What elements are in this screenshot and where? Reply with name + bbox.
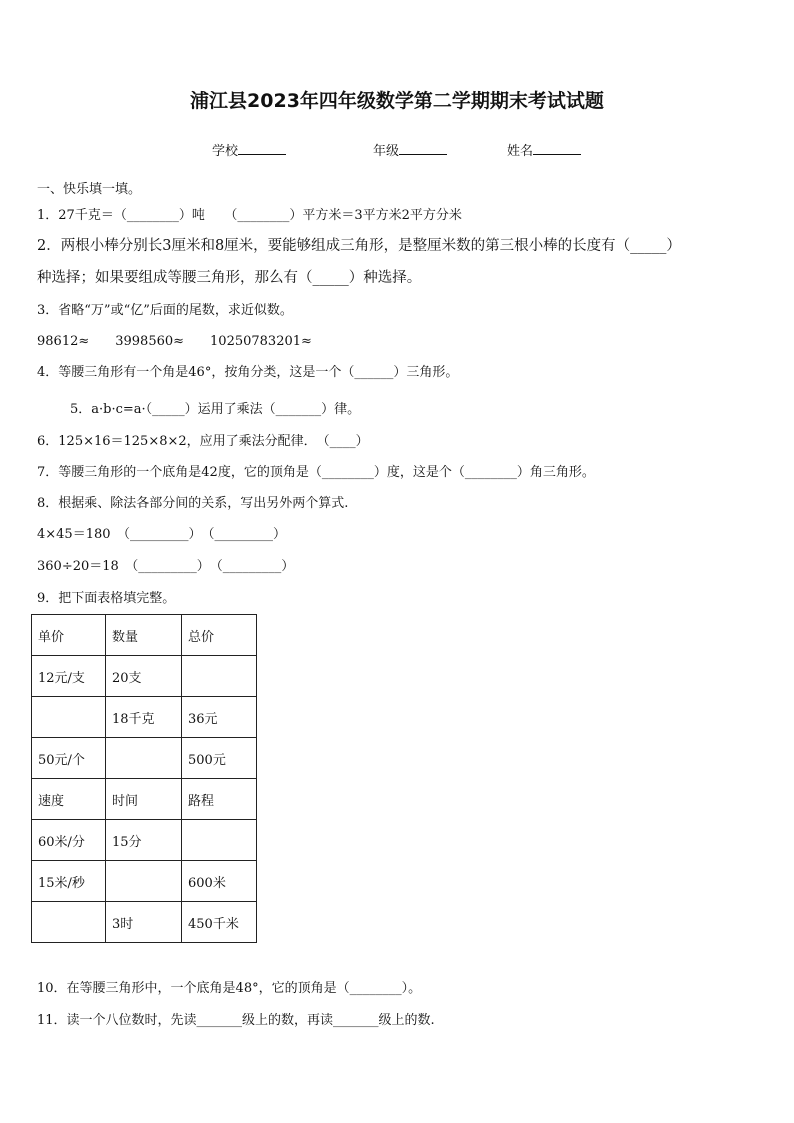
table-row	[32, 820, 257, 861]
table-cell-blank[interactable]	[182, 656, 257, 697]
question-4: 4．等腰三角形有一个角是46°，按角分类，这是一个（______）三角形。	[37, 365, 459, 380]
fill-in-table	[31, 614, 257, 943]
school-field	[212, 140, 286, 159]
table-cell: 15分	[106, 820, 182, 861]
table-cell: 50元/个	[32, 738, 106, 779]
table-cell-blank[interactable]	[32, 902, 106, 943]
grade-label: 年级	[373, 144, 400, 159]
question-6: 6．125×16＝125×8×2，应用了乘法分配律． （____）	[37, 434, 369, 449]
table-cell-blank[interactable]	[106, 861, 182, 902]
table-cell-blank[interactable]	[106, 738, 182, 779]
question-7: 7．等腰三角形的一个底角是42度，它的顶角是（________）度，这是个（________）角三角形。	[37, 465, 595, 480]
table-cell: 12元/支	[32, 656, 106, 697]
table-cell: 速度	[32, 779, 106, 820]
table-row	[32, 738, 257, 779]
school-blank	[238, 142, 286, 155]
question-11: 11．读一个八位数时，先读_______级上的数，再读_______级上的数.	[37, 1013, 435, 1028]
name-field	[507, 140, 581, 159]
table-cell-blank[interactable]	[182, 820, 257, 861]
table-cell-blank[interactable]	[32, 697, 106, 738]
table-cell: 60米/分	[32, 820, 106, 861]
question-8-line-2: 360÷20＝18 （_________） （_________）	[37, 559, 295, 574]
table-cell: 数量	[106, 615, 182, 656]
table-cell: 总价	[182, 615, 257, 656]
question-10: 10．在等腰三角形中，一个底角是48°，它的顶角是（________）。	[37, 981, 422, 996]
table-cell: 路程	[182, 779, 257, 820]
grade-blank	[399, 142, 447, 155]
table-row	[32, 656, 257, 697]
table-cell: 450千米	[182, 902, 257, 943]
section-heading: 一、快乐填一填。	[37, 182, 142, 197]
question-3-items: 98612≈ 3998560≈ 10250783201≈	[37, 334, 312, 349]
table-cell: 600米	[182, 861, 257, 902]
school-label: 学校	[212, 144, 239, 159]
table-row	[32, 615, 257, 656]
question-8: 8．根据乘、除法各部分间的关系，写出另外两个算式.	[37, 496, 349, 511]
question-2-line-2: 种选择；如果要组成等腰三角形，那么有（_____）种选择。	[37, 270, 422, 286]
table-row	[32, 697, 257, 738]
table-row	[32, 861, 257, 902]
table-cell: 36元	[182, 697, 257, 738]
question-5: 5．a·b·c=a·（_____）运用了乘法（_______）律。	[70, 402, 361, 417]
question-3: 3．省略“万”或“亿”后面的尾数，求近似数。	[37, 303, 293, 318]
table-cell: 单价	[32, 615, 106, 656]
grade-field	[373, 140, 447, 159]
table-cell: 3时	[106, 902, 182, 943]
table-row	[32, 902, 257, 943]
name-label: 姓名	[507, 144, 534, 159]
table-row	[32, 779, 257, 820]
table-cell: 时间	[106, 779, 182, 820]
question-1: 1．27千克＝（________）吨 （________）平方米＝3平方米2平方分米	[37, 208, 462, 223]
question-2-line-1: 2．两根小棒分别长3厘米和8厘米，要能够组成三角形，是整厘米数的第三根小棒的长度有（_____）	[37, 238, 681, 254]
table-cell: 500元	[182, 738, 257, 779]
name-blank	[533, 142, 581, 155]
question-9: 9．把下面表格填完整。	[37, 591, 176, 606]
page-title: 浦江县2023年四年级数学第二学期期末考试试题	[190, 90, 604, 112]
table-cell: 15米/秒	[32, 861, 106, 902]
table-cell: 20支	[106, 656, 182, 697]
table-cell: 18千克	[106, 697, 182, 738]
question-8-line-1: 4×45＝180 （_________） （_________）	[37, 527, 287, 542]
